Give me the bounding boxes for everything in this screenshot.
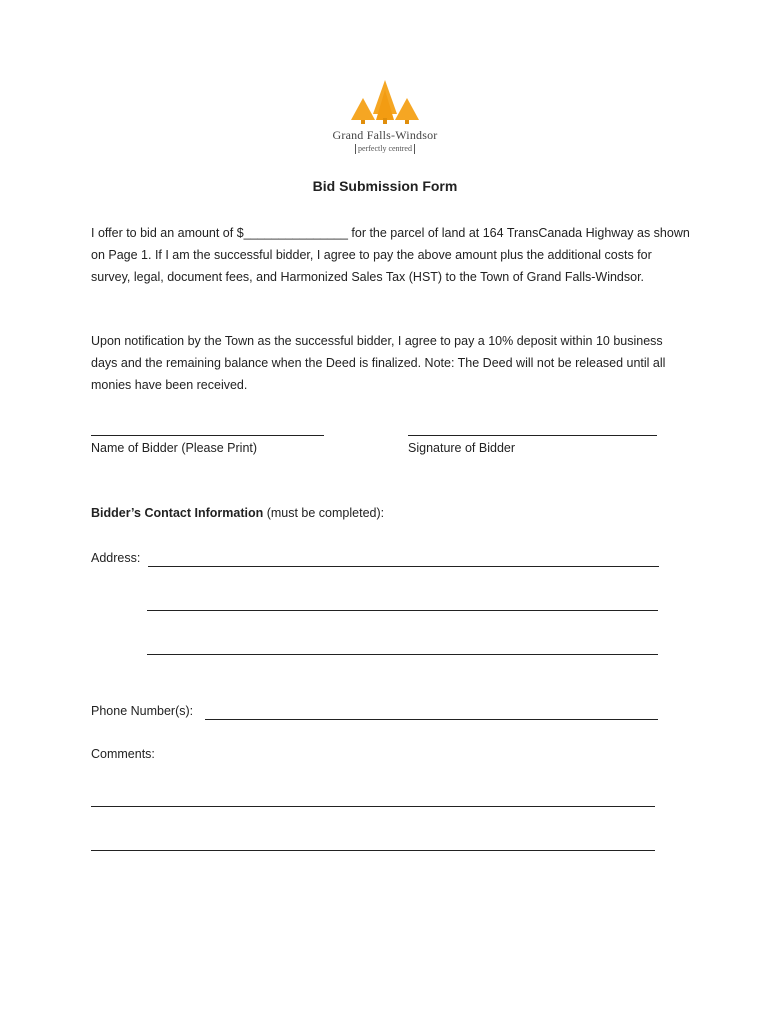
comments-field-line-1[interactable] (91, 806, 655, 807)
address-label: Address: (91, 551, 141, 565)
contact-info-heading (91, 506, 384, 520)
bidder-name-field[interactable] (91, 435, 324, 436)
deposit-terms-paragraph: Upon notification by the Town as the successful bidder, I agree to pay a 10% deposit within 10 business days and the remaining balance when the Deed is finalized. Note: The Deed will not be released until all monies have been received. (91, 334, 666, 392)
bidder-name-label: Name of Bidder (Please Print) (91, 441, 258, 455)
contact-heading-bold: Bidder’s Contact Information (91, 506, 264, 520)
logo-town-name: Grand Falls-Windsor (332, 128, 438, 142)
bid-offer-paragraph: I offer to bid an amount of $_______________ for the parcel of land at 164 TransCanada Highway as shown on Page 1. If I am the successful bidder, I agree to pay the above amount plus the additional costs for survey, legal, document fees, and Harmonized Sales Tax (HST) to the Town of Grand Falls-Windsor. (91, 226, 690, 284)
bidder-signature-label: Signature of Bidder (408, 441, 516, 455)
comments-label: Comments: (91, 747, 155, 761)
contact-heading-note: (must be completed): (263, 506, 385, 520)
phone-label: Phone Number(s): (91, 704, 194, 718)
phone-field-line[interactable] (205, 719, 658, 720)
comments-field-line-2[interactable] (91, 850, 655, 851)
town-logo (328, 78, 442, 158)
address-field-line-2[interactable] (147, 610, 658, 611)
bidder-signature-field[interactable] (408, 435, 657, 436)
address-field-line-1[interactable] (148, 566, 659, 567)
address-field-line-3[interactable] (147, 654, 658, 655)
logo-tagline: perfectly centred (328, 144, 442, 154)
tree-logo-icon (345, 78, 425, 126)
form-title: Bid Submission Form (312, 178, 458, 194)
